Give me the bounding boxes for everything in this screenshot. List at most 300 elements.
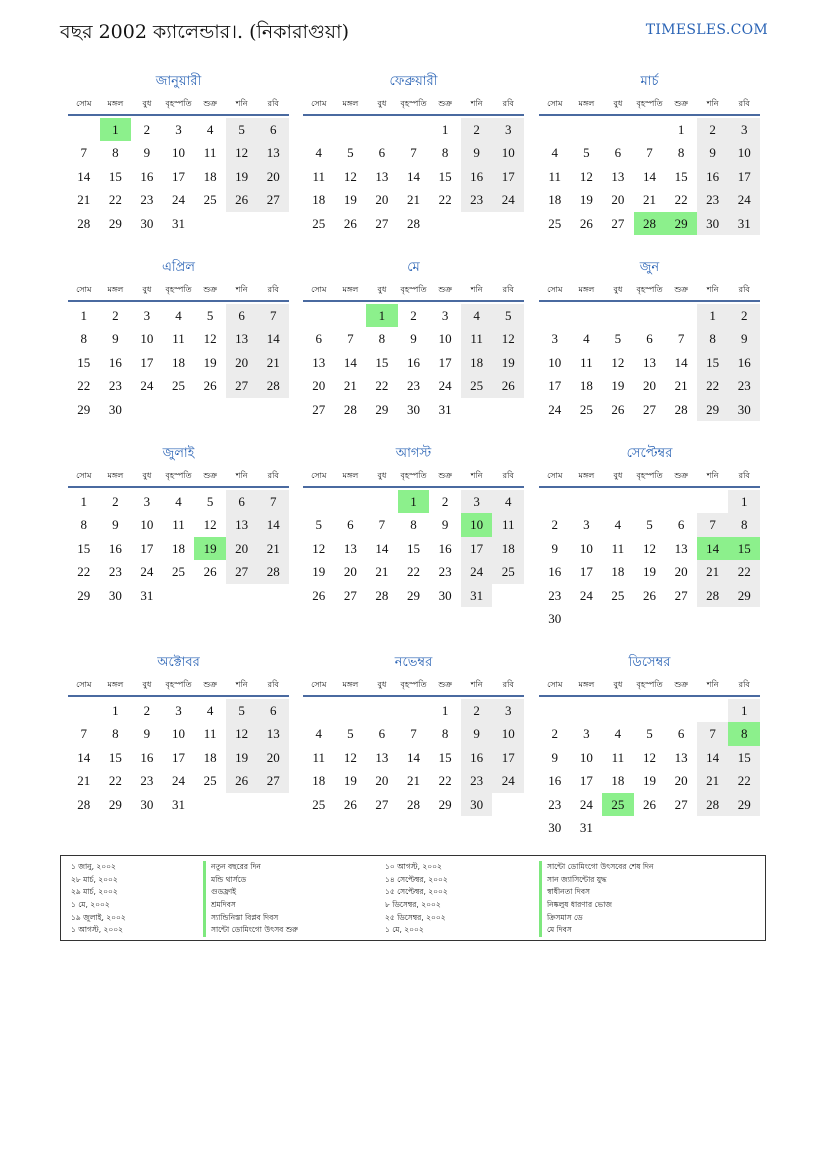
weekday-label: সোম — [547, 99, 563, 108]
day-cell: 5 — [226, 699, 258, 722]
empty-cell — [539, 699, 571, 722]
month-block — [303, 651, 524, 816]
month-block — [68, 651, 289, 816]
weekday-label: শনি — [235, 680, 248, 689]
weekday-label: বৃহস্পতি — [165, 285, 192, 294]
weekday-label: মঙ্গল — [107, 99, 124, 108]
day-cell: 1 — [112, 703, 119, 718]
day-cell: 12 — [343, 749, 357, 765]
day-cell: 7 — [257, 304, 289, 327]
day-cell: 7 — [697, 722, 729, 745]
month-name: মে — [407, 260, 420, 275]
day-cell: 13 — [642, 354, 656, 370]
days-grid — [539, 699, 760, 839]
day-cell: 10 — [548, 354, 562, 370]
day-cell: 1 — [441, 122, 449, 137]
day-cell: 24 — [140, 378, 154, 394]
day-cell: 23 — [406, 378, 420, 394]
empty-cell — [303, 699, 335, 722]
day-cell: 14 — [674, 354, 688, 370]
day-cell: 27 — [674, 587, 688, 603]
day-cell: 10 — [140, 517, 154, 533]
day-cell: 17 — [461, 537, 493, 560]
weekday-label: বুধ — [613, 285, 623, 294]
day-cell: 25 — [171, 564, 185, 580]
day-cell: 10 — [492, 141, 524, 164]
day-cell: 10 — [438, 331, 452, 347]
day-cell: 28 — [674, 401, 688, 417]
day-cell: 3 — [143, 494, 151, 509]
day-cell: 4 — [583, 331, 590, 347]
holiday-legend — [60, 855, 766, 941]
day-cell: 29 — [406, 587, 420, 603]
day-cell: 22 — [438, 773, 452, 789]
day-cell: 17 — [438, 354, 452, 370]
day-cell: 16 — [406, 354, 420, 370]
day-cell: 30 — [548, 819, 562, 835]
day-cell: 30 — [140, 215, 154, 231]
day-cell: 24 — [171, 773, 185, 789]
day-cell: 7 — [677, 331, 685, 347]
day-cell: 30 — [438, 587, 452, 603]
day-cell: 26 — [579, 215, 593, 231]
day-cell: 25 — [611, 587, 625, 603]
day-cell: 20 — [257, 165, 289, 188]
brand-link[interactable]: TIMESLES.COM — [645, 22, 768, 38]
day-cell: 29 — [108, 215, 122, 231]
month-block — [539, 70, 760, 235]
legend-holiday-name: ক্রিসমাস ডে — [539, 912, 653, 925]
day-cell: 1 — [677, 122, 685, 137]
day-cell: 30 — [108, 587, 122, 603]
weekday-label: শুক্র — [674, 99, 688, 108]
weekday-label: শনি — [470, 680, 483, 689]
empty-cell — [303, 304, 335, 327]
days-grid — [68, 490, 289, 607]
empty-cell — [602, 118, 634, 141]
month-block — [303, 70, 524, 235]
day-cell: 22 — [375, 378, 389, 394]
legend-date: ২৫ ডিসেম্বর, ২০০২ — [385, 912, 446, 922]
day-cell: 19 — [226, 746, 258, 769]
legend-holiday-name: স্বাধীনতা দিবস — [539, 886, 653, 899]
day-cell: 11 — [203, 726, 217, 742]
day-cell: 19 — [203, 354, 217, 370]
day-cell: 17 — [171, 168, 185, 184]
day-cell: 9 — [143, 145, 151, 161]
weekday-label: মঙ্গল — [342, 99, 359, 108]
legend-holiday-name: সান জ্যাসিন্টোর যুদ্ধ — [539, 874, 653, 887]
day-cell: 23 — [108, 564, 122, 580]
day-cell: 19 — [312, 564, 326, 580]
day-cell: 29 — [375, 401, 389, 417]
day-cell: 19 — [343, 773, 357, 789]
day-cell: 27 — [375, 215, 389, 231]
day-cell: 2 — [697, 118, 729, 141]
weekday-label: সোম — [547, 285, 563, 294]
month-block — [303, 256, 524, 421]
month-block — [68, 256, 289, 421]
day-cell: 18 — [312, 773, 326, 789]
day-cell: 6 — [226, 490, 258, 513]
weekday-label: বুধ — [377, 471, 387, 480]
weekday-label: রবি — [738, 680, 750, 689]
day-cell: 11 — [172, 517, 185, 533]
empty-cell — [68, 699, 100, 722]
weekday-label: বুধ — [613, 471, 623, 480]
day-cell: 3 — [143, 308, 151, 323]
day-cell: 22 — [77, 378, 91, 394]
weekday-label: মঙ্গল — [578, 471, 595, 480]
day-cell: 5 — [206, 494, 214, 509]
legend-date: ১ জানু, ২০০২ — [71, 862, 116, 871]
day-cell: 9 — [143, 726, 151, 742]
day-cell: 21 — [642, 192, 656, 208]
day-cell: 30 — [406, 401, 420, 417]
day-cell: 26 — [611, 401, 625, 417]
day-cell: 29 — [108, 796, 122, 812]
empty-cell — [68, 118, 100, 141]
month-block — [303, 442, 524, 607]
day-cell: 7 — [410, 145, 417, 161]
weekday-label: বুধ — [142, 471, 152, 480]
day-cell: 5 — [583, 145, 590, 161]
holiday-day-cell: 1 — [398, 490, 430, 513]
empty-cell — [571, 490, 603, 513]
day-cell: 12 — [203, 331, 217, 347]
empty-cell — [366, 118, 398, 141]
day-cell: 17 — [140, 354, 154, 370]
day-cell: 10 — [492, 722, 524, 745]
day-cell: 14 — [406, 168, 420, 184]
empty-cell — [697, 490, 729, 513]
weekday-header — [303, 280, 524, 302]
day-cell: 6 — [226, 304, 258, 327]
day-cell: 4 — [551, 145, 559, 161]
day-cell: 16 — [728, 351, 760, 374]
day-cell: 9 — [112, 331, 119, 347]
weekday-label: মঙ্গল — [342, 680, 359, 689]
day-cell: 4 — [315, 145, 323, 161]
day-cell: 8 — [677, 145, 685, 161]
page-title: বছর 2002 ক্যালেন্ডার।. (নিকারাগুয়া) — [60, 21, 349, 43]
weekday-label: বৃহস্পতি — [636, 471, 663, 480]
day-cell: 14 — [257, 327, 289, 350]
day-cell: 12 — [611, 354, 625, 370]
weekday-label: বুধ — [613, 99, 623, 108]
empty-cell — [665, 490, 697, 513]
weekday-header — [539, 280, 760, 302]
day-cell: 25 — [579, 401, 593, 417]
day-cell: 13 — [375, 168, 389, 184]
day-cell: 18 — [579, 378, 593, 394]
day-cell: 5 — [347, 145, 354, 161]
day-cell: 4 — [461, 304, 493, 327]
weekday-label: বৃহস্পতি — [636, 99, 663, 108]
weekday-label: মঙ্গল — [578, 99, 595, 108]
empty-cell — [665, 699, 697, 722]
day-cell: 2 — [112, 308, 119, 323]
day-cell: 27 — [257, 769, 289, 792]
day-cell: 25 — [203, 773, 217, 789]
month-name: অক্টোবর — [157, 655, 200, 670]
day-cell: 21 — [406, 192, 420, 208]
day-cell: 18 — [203, 749, 217, 765]
legend-holiday-name: সান্টো ডোমিংগো উৎসব শুরু — [203, 924, 298, 937]
day-cell: 25 — [312, 796, 326, 812]
weekday-label: রবি — [267, 285, 279, 294]
day-cell: 30 — [461, 793, 493, 816]
day-cell: 25 — [548, 215, 562, 231]
day-cell: 20 — [674, 564, 688, 580]
day-cell: 17 — [492, 746, 524, 769]
weekday-label: বুধ — [142, 285, 152, 294]
weekday-label: মঙ্গল — [342, 285, 359, 294]
month-name: জানুয়ারী — [155, 74, 202, 89]
weekday-label: রবি — [267, 99, 279, 108]
day-cell: 15 — [375, 354, 389, 370]
day-cell: 12 — [312, 540, 326, 556]
day-cell: 7 — [257, 490, 289, 513]
day-cell: 22 — [697, 374, 729, 397]
day-cell: 6 — [257, 699, 289, 722]
day-cell: 18 — [171, 354, 185, 370]
day-cell: 24 — [461, 560, 493, 583]
day-cell: 14 — [406, 749, 420, 765]
day-cell: 17 — [171, 749, 185, 765]
days-grid — [303, 490, 524, 607]
day-cell: 28 — [697, 793, 729, 816]
day-cell: 11 — [611, 749, 625, 765]
day-cell: 6 — [677, 726, 685, 742]
day-cell: 23 — [548, 587, 562, 603]
day-cell: 3 — [583, 517, 590, 533]
day-cell: 7 — [697, 513, 729, 536]
day-cell: 8 — [378, 331, 386, 347]
day-cell: 17 — [492, 165, 524, 188]
day-cell: 31 — [579, 819, 593, 835]
day-cell: 9 — [551, 540, 559, 556]
day-cell: 19 — [343, 192, 357, 208]
day-cell: 19 — [642, 564, 656, 580]
day-cell: 25 — [203, 192, 217, 208]
day-cell: 10 — [579, 540, 593, 556]
day-cell: 12 — [492, 327, 524, 350]
empty-cell — [539, 304, 571, 327]
day-cell: 31 — [461, 584, 493, 607]
legend-holiday-name: নতুন বছরের দিন — [203, 861, 298, 874]
day-cell: 21 — [77, 773, 91, 789]
weekday-label: বৃহস্পতি — [400, 99, 427, 108]
day-cell: 18 — [611, 564, 625, 580]
weekday-header — [303, 466, 524, 488]
weekday-label: শনি — [470, 99, 483, 108]
weekday-label: শুক্র — [438, 680, 452, 689]
day-cell: 21 — [257, 351, 289, 374]
weekday-label: শুক্র — [438, 99, 452, 108]
day-cell: 8 — [80, 517, 88, 533]
day-cell: 5 — [347, 726, 354, 742]
weekday-label: মঙ্গল — [578, 680, 595, 689]
day-cell: 7 — [646, 145, 653, 161]
day-cell: 4 — [206, 122, 214, 137]
weekday-label: শুক্র — [203, 285, 217, 294]
day-cell: 16 — [461, 165, 493, 188]
day-cell: 5 — [646, 517, 653, 533]
weekday-label: বৃহস্পতি — [400, 285, 427, 294]
day-cell: 11 — [172, 331, 185, 347]
day-cell: 13 — [611, 168, 625, 184]
day-cell: 25 — [492, 560, 524, 583]
holiday-day-cell: 25 — [602, 793, 634, 816]
day-cell: 26 — [343, 796, 357, 812]
day-cell: 9 — [441, 517, 449, 533]
day-cell: 16 — [548, 564, 562, 580]
day-cell: 20 — [375, 773, 389, 789]
legend-date: ২৮ মার্চ, ২০০২ — [71, 874, 118, 884]
day-cell: 17 — [728, 165, 760, 188]
month-name: জুন — [639, 260, 660, 275]
day-cell: 9 — [728, 327, 760, 350]
legend-holiday-name: শ্রমদিবস — [203, 899, 298, 912]
day-cell: 28 — [375, 587, 389, 603]
day-cell: 20 — [611, 192, 625, 208]
day-cell: 30 — [108, 401, 122, 417]
weekday-header — [68, 280, 289, 302]
day-cell: 31 — [728, 212, 760, 235]
days-grid — [303, 304, 524, 421]
empty-cell — [335, 699, 367, 722]
day-cell: 30 — [697, 212, 729, 235]
weekday-label: মঙ্গল — [342, 471, 359, 480]
weekday-label: সোম — [76, 471, 92, 480]
weekday-label: শনি — [470, 285, 483, 294]
day-cell: 21 — [674, 378, 688, 394]
day-cell: 24 — [438, 378, 452, 394]
legend-holiday-name: সান্টো ডোমিংগো উৎসবের শেষ দিন — [539, 861, 653, 874]
weekday-label: সোম — [76, 99, 92, 108]
day-cell: 27 — [343, 587, 357, 603]
days-grid — [539, 118, 760, 235]
day-cell: 3 — [441, 308, 449, 323]
weekday-label: বৃহস্পতি — [636, 680, 663, 689]
day-cell: 21 — [406, 773, 420, 789]
day-cell: 30 — [728, 398, 760, 421]
legend-date: ২৯ মার্চ, ২০০২ — [71, 887, 118, 897]
day-cell: 29 — [77, 401, 91, 417]
legend-names-col-2 — [539, 861, 653, 937]
day-cell: 22 — [77, 564, 91, 580]
day-cell: 18 — [312, 192, 326, 208]
empty-cell — [634, 304, 666, 327]
day-cell: 31 — [171, 215, 185, 231]
weekday-label: বুধ — [377, 680, 387, 689]
day-cell: 11 — [548, 168, 562, 184]
day-cell: 4 — [315, 726, 323, 742]
days-grid — [68, 304, 289, 421]
days-grid — [539, 490, 760, 630]
day-cell: 13 — [674, 540, 688, 556]
day-cell: 24 — [492, 188, 524, 211]
day-cell: 6 — [315, 331, 323, 347]
day-cell: 31 — [171, 796, 185, 812]
day-cell: 20 — [226, 351, 258, 374]
day-cell: 1 — [441, 703, 449, 718]
day-cell: 16 — [140, 168, 154, 184]
weekday-label: সোম — [76, 285, 92, 294]
day-cell: 6 — [646, 331, 653, 347]
day-cell: 6 — [677, 517, 685, 533]
weekday-label: শনি — [235, 99, 248, 108]
day-cell: 29 — [728, 584, 760, 607]
day-cell: 21 — [257, 537, 289, 560]
empty-cell — [335, 490, 367, 513]
empty-cell — [539, 490, 571, 513]
day-cell: 2 — [441, 494, 449, 509]
day-cell: 5 — [614, 331, 622, 347]
weekday-label: শুক্র — [438, 471, 452, 480]
holiday-day-cell: 1 — [366, 304, 398, 327]
day-cell: 14 — [257, 513, 289, 536]
legend-date: ১ মে, ২০০২ — [71, 900, 110, 910]
day-cell: 11 — [611, 540, 625, 556]
day-cell: 27 — [312, 401, 326, 417]
day-cell: 13 — [674, 749, 688, 765]
empty-cell — [571, 699, 603, 722]
weekday-label: সোম — [547, 471, 563, 480]
day-cell: 8 — [80, 331, 88, 347]
day-cell: 24 — [140, 564, 154, 580]
day-cell: 24 — [579, 587, 593, 603]
empty-cell — [634, 118, 666, 141]
day-cell: 21 — [77, 192, 91, 208]
day-cell: 17 — [548, 378, 562, 394]
day-cell: 10 — [579, 749, 593, 765]
day-cell: 28 — [77, 215, 91, 231]
day-cell: 17 — [579, 773, 593, 789]
weekday-label: বৃহস্পতি — [400, 471, 427, 480]
day-cell: 9 — [461, 722, 493, 745]
month-name: আগস্ট — [395, 446, 432, 461]
day-cell: 13 — [226, 513, 258, 536]
legend-date: ১৯ জুলাই, ২০০২ — [71, 912, 126, 922]
empty-cell — [697, 699, 729, 722]
weekday-header — [68, 94, 289, 116]
day-cell: 2 — [143, 122, 151, 137]
day-cell: 23 — [548, 796, 562, 812]
day-cell: 23 — [108, 378, 122, 394]
day-cell: 25 — [461, 374, 493, 397]
empty-cell — [366, 699, 398, 722]
day-cell: 15 — [406, 540, 420, 556]
day-cell: 7 — [378, 517, 386, 533]
day-cell: 18 — [461, 351, 493, 374]
day-cell: 16 — [438, 540, 452, 556]
day-cell: 26 — [642, 587, 656, 603]
month-name: জুলাই — [162, 446, 195, 461]
day-cell: 26 — [312, 587, 326, 603]
page-header — [60, 18, 768, 48]
legend-dates-col-1 — [71, 861, 126, 937]
weekday-label: বৃহস্পতি — [636, 285, 663, 294]
weekday-label: শনি — [235, 285, 248, 294]
day-cell: 27 — [226, 374, 258, 397]
legend-date: ১৪ সেপ্টেম্বর, ২০০২ — [385, 874, 448, 884]
day-cell: 18 — [548, 192, 562, 208]
day-cell: 19 — [492, 351, 524, 374]
day-cell: 12 — [226, 141, 258, 164]
day-cell: 22 — [728, 560, 760, 583]
